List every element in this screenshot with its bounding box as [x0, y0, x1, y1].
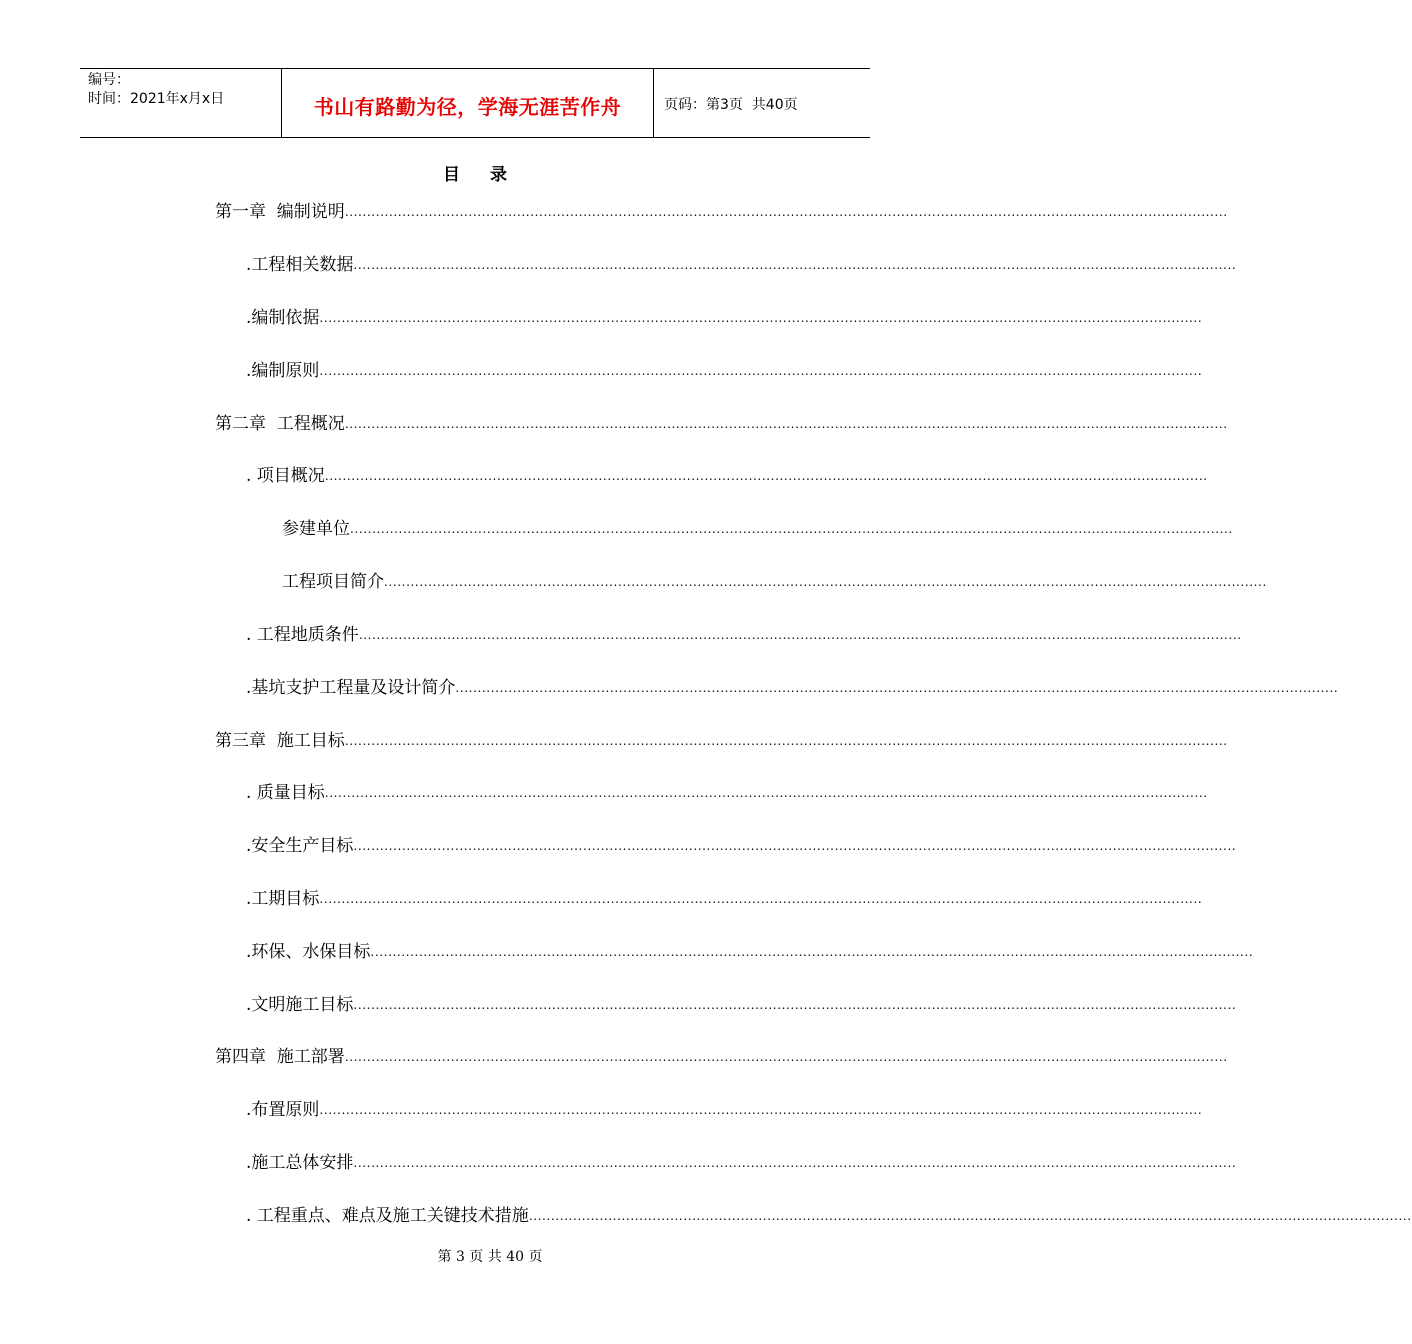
header-meta-cell: [80, 69, 282, 137]
toc-entry-label: 第三章 施工目标: [215, 731, 345, 751]
dot-leader: ........................................................................................................................................................................................................: [324, 469, 1208, 483]
toc-entry-label: .编制依据: [246, 308, 320, 328]
dot-leader: ........................................................................................................................................................................................................: [324, 786, 1208, 800]
toc-entry-label: .文明施工目标: [246, 995, 354, 1015]
document-time-label: 时间：2021年x月x日: [88, 91, 225, 107]
header-motto: 书山有路勤为径，学海无涯苦作舟: [313, 94, 622, 119]
toc-entry-label: . 工程重点、难点及施工关键技术措施: [246, 1206, 529, 1226]
toc-entry[interactable]: [246, 464, 1208, 488]
toc-entry-label: .布置原则: [246, 1100, 320, 1120]
toc-entry-label: .基坑支护工程量及设计简介: [246, 678, 456, 698]
dot-leader: ........................................................................................................................................................................................................: [344, 1050, 1228, 1064]
toc-entry-label: .安全生产目标: [246, 836, 354, 856]
toc-entry[interactable]: [246, 993, 1237, 1017]
toc-entry-label: 第四章 施工部署: [215, 1047, 345, 1067]
toc-entry[interactable]: [246, 359, 1203, 383]
page-footer: 第 3 页 共 40 页: [437, 1249, 543, 1265]
dot-leader: ........................................................................................................................................................................................................: [353, 998, 1237, 1012]
dot-leader: ........................................................................................................................................................................................................: [344, 205, 1228, 219]
page-header: [80, 68, 870, 138]
toc-entry[interactable]: [246, 1098, 1203, 1122]
toc-entry[interactable]: [246, 253, 1237, 277]
toc-entry-label: 工程项目简介: [282, 572, 384, 592]
dot-leader: ........................................................................................................................................................................................................: [350, 522, 1233, 536]
toc-entry-label: .施工总体安排: [246, 1153, 354, 1173]
dot-leader: ........................................................................................................................................................................................................: [370, 945, 1254, 959]
dot-leader: ........................................................................................................................................................................................................: [384, 575, 1267, 589]
dot-leader: ........................................................................................................................................................................................................: [319, 892, 1203, 906]
toc-entry-label: . 工程地质条件: [246, 625, 359, 645]
toc-entry-label: . 项目概况: [246, 466, 325, 486]
toc-entry-label: . 质量目标: [246, 783, 325, 803]
toc-entry[interactable]: [246, 781, 1208, 805]
toc-entry-chapter-4[interactable]: [215, 1045, 1228, 1069]
toc-entry[interactable]: [246, 623, 1242, 647]
toc-entry[interactable]: [246, 1204, 1412, 1228]
toc-entry-label: 第二章 工程概况: [215, 414, 345, 434]
dot-leader: ........................................................................................................................................................................................................: [455, 681, 1339, 695]
toc-entry-label: .环保、水保目标: [246, 942, 371, 962]
toc-entry-label: .编制原则: [246, 361, 320, 381]
toc-entry[interactable]: [246, 940, 1254, 964]
toc-entry[interactable]: [246, 887, 1203, 911]
dot-leader: ........................................................................................................................................................................................................: [344, 734, 1228, 748]
dot-leader: ........................................................................................................................................................................................................: [319, 1103, 1203, 1117]
toc-entry-chapter-3[interactable]: [215, 729, 1228, 753]
toc-entry[interactable]: [282, 517, 1233, 541]
dot-leader: ........................................................................................................................................................................................................: [353, 1156, 1237, 1170]
toc-entry[interactable]: [246, 834, 1237, 858]
header-page-info: 页码：第3页 共40页: [664, 97, 798, 113]
dot-leader: ........................................................................................................................................................................................................: [319, 364, 1203, 378]
dot-leader: ........................................................................................................................................................................................................: [353, 258, 1237, 272]
dot-leader: ........................................................................................................................................................................................................: [319, 311, 1203, 325]
toc-entry-label: 第一章 编制说明: [215, 202, 345, 222]
document-number-label: 编号：: [88, 72, 130, 88]
dot-leader: ........................................................................................................................................................................................................: [528, 1209, 1412, 1223]
toc-entry[interactable]: [282, 570, 1267, 594]
toc-entry-label: .工期目标: [246, 889, 320, 909]
header-motto-cell: [282, 69, 654, 137]
toc-entry-label: .工程相关数据: [246, 255, 354, 275]
dot-leader: ........................................................................................................................................................................................................: [344, 417, 1228, 431]
header-page-cell: [654, 69, 870, 137]
toc-entry[interactable]: [246, 1151, 1237, 1175]
toc-entry-chapter-1[interactable]: [215, 200, 1228, 224]
toc-entry-chapter-2[interactable]: [215, 412, 1228, 436]
dot-leader: ........................................................................................................................................................................................................: [353, 839, 1237, 853]
dot-leader: ........................................................................................................................................................................................................: [358, 628, 1242, 642]
toc-entry[interactable]: [246, 306, 1203, 330]
toc-title: 目录: [443, 165, 537, 185]
toc-entry-label: 参建单位: [282, 519, 350, 539]
toc-entry[interactable]: [246, 676, 1339, 700]
